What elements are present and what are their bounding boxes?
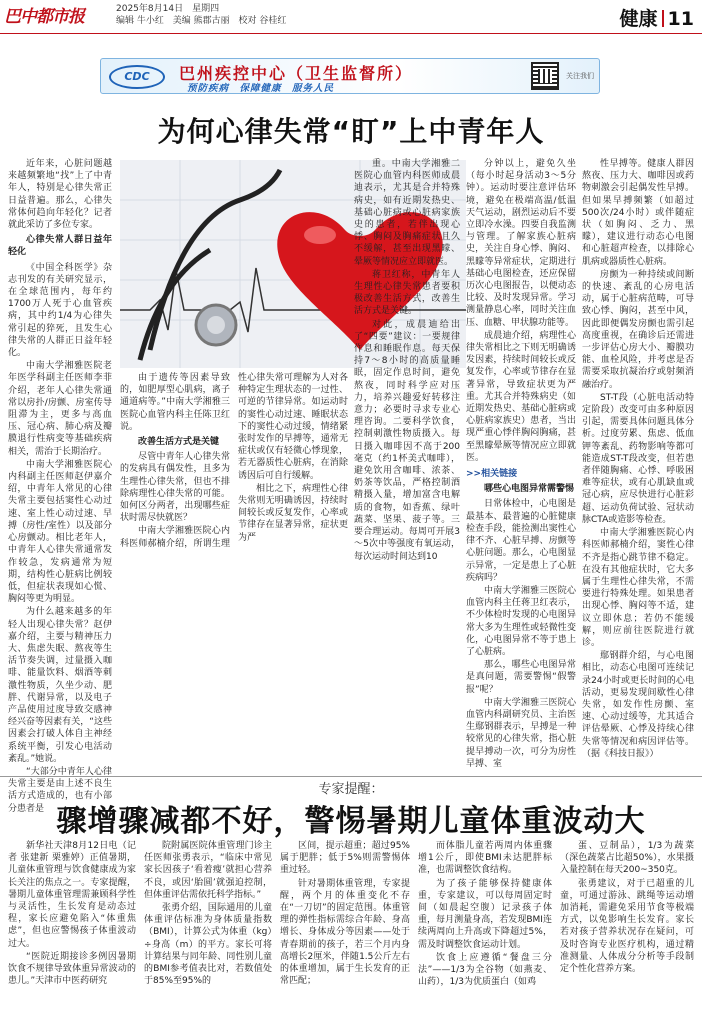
- paragraph: 新华社天津8月12日电（记者 张建新 栗雅婷）正值暑期，儿童体重管理与饮食健康成为家长关注的焦点之一。专家提醒，暑期儿童体重管理需兼顾科学性与灵活性，生长发育是动态过程，家长应避免陷入“体重焦虑”，但也应警惕孩子体重波动过大。: [8, 841, 136, 949]
- editor-credit: 编辑 牛小红: [116, 16, 164, 26]
- designer-credit: 美编 熊郡古丽: [172, 16, 230, 26]
- qr-code-icon: [531, 62, 559, 90]
- article1-column-3: [354, 158, 460, 770]
- paragraph: 日常体检中，心电图是最基本、最普遍的心脏健康检查手段，能捡测出窦性心律不齐、心脏早搏、房颤等心脏问题。那么，心电图显示异常，一定是患上了心脏疾病吗？: [466, 499, 576, 583]
- issue-date: 2025年8月14日 星期四: [116, 4, 220, 14]
- subheading: 改善生活方式是关键: [138, 437, 220, 448]
- paragraph: 蛋、豆制品），1/3为蔬菜（深色蔬菜占比超50%），水果摄入量控制在每天200~350克。: [560, 841, 694, 876]
- paragraph: 为了孩子能够保持健康体重，专家建议，可以每周固定时间（如晨起空腹）记录孩子体重，每月测量身高，若发现BMI连续两周向上升高或下降超过5%，需及时调整饮食运动计划。: [418, 878, 552, 950]
- article2-kicker: 专家提醒：: [318, 782, 384, 797]
- section-name: 健康: [619, 8, 658, 30]
- banner-title: 巴州疾控中心（卫生监督所）: [179, 64, 414, 83]
- proofreader-credit: 校对 谷桂红: [238, 16, 287, 26]
- paragraph: 分钟以上，避免久坐（每小时起身活动3～5分钟）。运动时要注意评估环境，避免在极端高温/低温天气运动，剧烈运动后不要立即冷水澡。四要自我监测与管理。了解家族心脏病史，关注自身心悸、胸闷、黑矇等异常症状，定期进行基础心电图检查，还应保留历次心电图报告，以便动态比较、及时发现异常。学习测量静息心率，同时关注血压、血糖、甲状腺功能等。: [466, 159, 576, 328]
- article2-column-5: [560, 840, 694, 1018]
- paragraph: 那么，哪些心电图异常是真问题，需要警惕“假警报”呢？: [466, 660, 576, 695]
- paragraph: ST-T段（心脏电活动特定阶段）改变可由多种原因引起，需要具体问题具体分析。过度劳累、焦虑、低血钾等紊乱、药物影响等都可能造成ST-T段改变，但若患者伴随胸痛、心悸、呼吸困难等症状，或有心肌缺血或冠心病，应尽快进行心脏彩超、运动负荷试验、冠状动脉CTA或造影等检查。: [582, 392, 694, 525]
- article2-column-2: [144, 840, 272, 1018]
- banner-slogan: 预防疾病 保障健康 服务人民: [187, 83, 335, 94]
- paragraph: 性早搏等。健康人群因熬夜、压力大、咖啡因或药物刺激会引起偶发性早搏。但如果早搏频繁（如超过500次/24小时）或伴随症状（如胸闷、乏力、黑矇），建议进行动态心电图和心脏超声检查，以排除心肌病或器质性心脏病。: [582, 159, 694, 267]
- paragraph: 由于遗传等因素导致的，如肥厚型心肌病，离子通道病等。”中南大学湘雅三医院心血管内科主任陈卫红说。: [120, 373, 230, 432]
- article2-column-1: [8, 840, 136, 1018]
- paragraph: 中南大学湘雅医院老年医学科副主任医师李菲介绍，老年人心律失常通常以房扑/房颤、房室传导阻滞为主，更多与高血压、冠心病、肺心病及瓣膜退行性病变等基础疾病相关，需治于长期治疗。: [8, 361, 112, 457]
- article1-column-1: [8, 158, 112, 814]
- article1-column-4: [466, 158, 576, 770]
- section-label: [620, 4, 694, 31]
- paragraph: 中南大学湘雅三医院心血管内科主任蒋卫红表示，不少体检时发现的心电图异常大多为生理性或轻微性变化，心电图异常不等于患上了心脏病。: [466, 585, 576, 657]
- paragraph: 鄢钢群介绍，与心电图相比，动态心电图可连续记录24小时或更长时间的心电活动，更易发现间歇性心律失常，如发作性房颤、室速、心动过缓等，尤其适合评估晕厥、心悸及持续心律失常等情况和病因评估等。（据《科技日报》）: [582, 651, 694, 759]
- paragraph: “大部分中青年人心律失常主要是由上述不良生活方式造成的，也有小部分患者是: [8, 766, 112, 814]
- paragraph: 对此，成晨迪给出了“四要”建议：一要规律作息和睡眠作息。每天保持7～8小时的高质量睡眠，固定作息时间，避免熬夜，同时科学应对压力，培养兴趣爱好转移注意力；必要时寻求专业心理咨询。二要科学饮食，控制刺激性物质摄入。每日摄入咖啡因不高于200毫克（约1杯美式咖啡），避免饮用含咖啡、浓茶、奶茶等饮品，严格控制酒精摄入量，增加富含电解质的食物，如香蕉、绿叶蔬菜、坚果、菠子等。三要合理运动。每周可开展3～5次中等强度有氧运动，每次运动时间达到10: [354, 319, 460, 562]
- paragraph: 院附属医院体重管理门诊主任医师张勇表示，“临床中常见家长因孩子‘看着瘦’就担心营养不良，或因‘胎圆’就强迫控制，但体重评估需依托科学指标。”: [144, 841, 272, 900]
- paragraph: 蒋卫红称，中青年人生理性心律失常患者要积极改善生活方式，改善生活方式是关键。: [354, 269, 460, 317]
- paragraph: 中南大学湘雅医院心内科医师郝楠介绍，窦性心律不齐是指心跳节律不稳定。在没有其他症状时，它大多属于生理性心律失常，不需要进行特殊处理。如果患者出现心悸、胸闷等不适，建议立即休息；若仍不能缓解，则应前往医院进行就诊。: [582, 528, 694, 648]
- related-link-label: >>相关链接: [466, 469, 518, 480]
- section-divider: [0, 776, 702, 777]
- paragraph: 成晨迪介绍，病理性心律失常相比之下则无明确诱发因素，持续时间较长或反复发作，心率或节律存在显著异常，导致症状更为严重。尤其合并特殊病史（如近期发热史、基础心脏病或心脏病家族史）患者，当出现严重心悸伴胸闷胸痛，甚至黑矇晕厥等情况应立即就医。: [466, 330, 576, 463]
- paragraph: 重。中南大学湘雅二医院心血管内科医师成晨迪表示，尤其是合并特殊病史，如有近期发热史、基础心脏病或心脏病家族史的患者，若伴出现心悸、胸闷及胸痛症状且久不缓解，甚至出现黑曚、晕厥等情况应立即就医。: [354, 159, 460, 267]
- article1-column-5: [582, 158, 694, 770]
- article1-column-2: [120, 372, 348, 770]
- page-header: [0, 0, 702, 34]
- cdc-banner: [100, 58, 600, 94]
- paragraph: 饮食上应遵循“餐盘三分法”——1/3为全谷物（如燕麦、山药），1/3为优质蛋白（如鸡: [418, 952, 552, 988]
- issue-meta: [116, 3, 292, 27]
- article1-title: 为何心律失常“盯”上中青年人: [157, 115, 545, 148]
- paragraph: 房颤为一种持续或间断的快速、紊乱的心房电活动，属于心脏病范畴，可导致心悸、胸闷，甚至中风，因此即便偶发房颤也需引起高度重视，在确诊后还需进一步评估心房大小、瓣膜功能、血栓风险，并考虑是否需要采取抗凝治疗或射频消融治疗。: [582, 269, 694, 390]
- paragraph: 尽管中青年人心律失常的发病具有偶发性，且多为生理性心律失常，但也不排除病理性心律失常的可能。如何区分两者，出现哪些症状时需尽快就医？: [120, 452, 230, 524]
- paragraph: 张勇介绍，国际通用的儿童体重评估标准为身体质量指数（BMI），计算公式为体重（kg）÷身高（m）的平方。家长可将计算结果与同年龄、同性别儿童的BMI参考值表比对，若数值处于85%至95%的: [144, 903, 272, 987]
- paragraph: 针对暑期体重管理，专家提醒，两个月的体重变化不存在“一刀切”的固定范围。体重管理的弹性指标需综合年龄、身高增长、身体成分等因素——处于青春期前的孩子，若三个月内身高增长2厘米，伴随1.5公斤左右的体重增加，属于生长发育的正常匹配；: [280, 878, 410, 987]
- paragraph: 中南大学湘雅医院心内科副主任医师赵伊嘉介绍，中青年人常见的心律失常主要包括窦性心动过速、室上性心动过速、早搏（房性/室性）以及部分心房颤动。相比老年人，中青年人心律失常通常发作较急，发病通常为短期，结构性心脏病比例较低，但症状表现如心慌、胸闷等更为明显。: [8, 459, 112, 605]
- page-number: 11: [667, 8, 694, 30]
- paragraph: 中南大学湘雅医院心内科医师郝楠介绍，所谓生理性心律失常可理解为人对各种特定生理状态的一过性、可逆的节律异常。如运动时的窦性心动过速、睡眠状态下的窦性心动过缓，情绪紧张时发作的早搏等，通常无症状或仅有轻微心悸现象，若无器质性心脏病，在消除诱因后可自行缓解。: [120, 373, 348, 549]
- paragraph: 中南大学湘雅三医院心血管内科副研究员、主治医生鄢钢群表示，早搏是一种较常见的心律失常，指心脏提早搏动一次，可分为房性早搏、室: [466, 697, 576, 769]
- subheading: 哪些心电图异常需警惕: [484, 484, 575, 495]
- paragraph: “医院近期接诊多例因暑期饮食不规律导致体重异常波动的患儿。”天津市中医药研究: [8, 951, 136, 987]
- paragraph: 相比之下，病理性心律失常则无明确诱因，持续时间较长或反复发作，心率或节律存在显著异常，症状更为严: [238, 483, 348, 543]
- subheading: 心律失常人群日益年轻化: [8, 235, 112, 258]
- article2-column-4: [418, 840, 552, 1018]
- paragraph: 张勇建议，对于已超重的儿童，可通过游泳、跳绳等运动增加消耗，需避免采用节食等极端方式，以免影响生长发育。家长若对孩子营养状况存在疑问，可及时咨询专业医疗机构，通过精准测量、人体成分分析等手段制定个性化营养方案。: [560, 878, 694, 975]
- qr-note: 关注我们: [566, 72, 594, 80]
- newspaper-logo: 巴中都市报: [4, 7, 84, 27]
- paragraph: 为什么越来越多的年轻人出现心律失常？赵伊嘉介绍，主要与精神压力大、焦虑失眠、熬夜等生活节奏失调，过量摄入咖啡、能量饮料、烟酒等刺激性物质，久坐少动、肥胖、代谢异常，以及电子产品使用过度导致交感神经兴奋等因素有关，“这些因素会打破人体自主神经系统平衡，引发心电活动紊乱。”她说。: [8, 607, 112, 764]
- paragraph: 《中国全科医学》杂志刊发的有关研究显示，在全球范围内，每年约1700万人死于心血管疾病，其中约1/4为心律失常引起的猝死，且发生心律失常的人群正日益年轻化。: [8, 262, 112, 359]
- article2-title: 骤增骤减都不好，警惕暑期儿童体重波动大: [56, 804, 646, 839]
- paragraph: 区间，提示超重；超过95%属于肥胖；低于5%则需警惕体重过轻。: [280, 841, 410, 876]
- cdc-logo-icon: CDC: [109, 65, 165, 89]
- paragraph: 近年来，心脏问题越来越频繁地“找”上了中青年人，特别是心律失常正日益普遍。那么，心律失常体何趋向年轻化？记者就此采访了多位专家。: [8, 159, 112, 231]
- article2-column-3: [280, 840, 410, 1018]
- paragraph: 而体脂儿童若两周内体重骤增1公斤，即使BMI未达肥胖标准，也需调整饮食结构。: [418, 841, 552, 876]
